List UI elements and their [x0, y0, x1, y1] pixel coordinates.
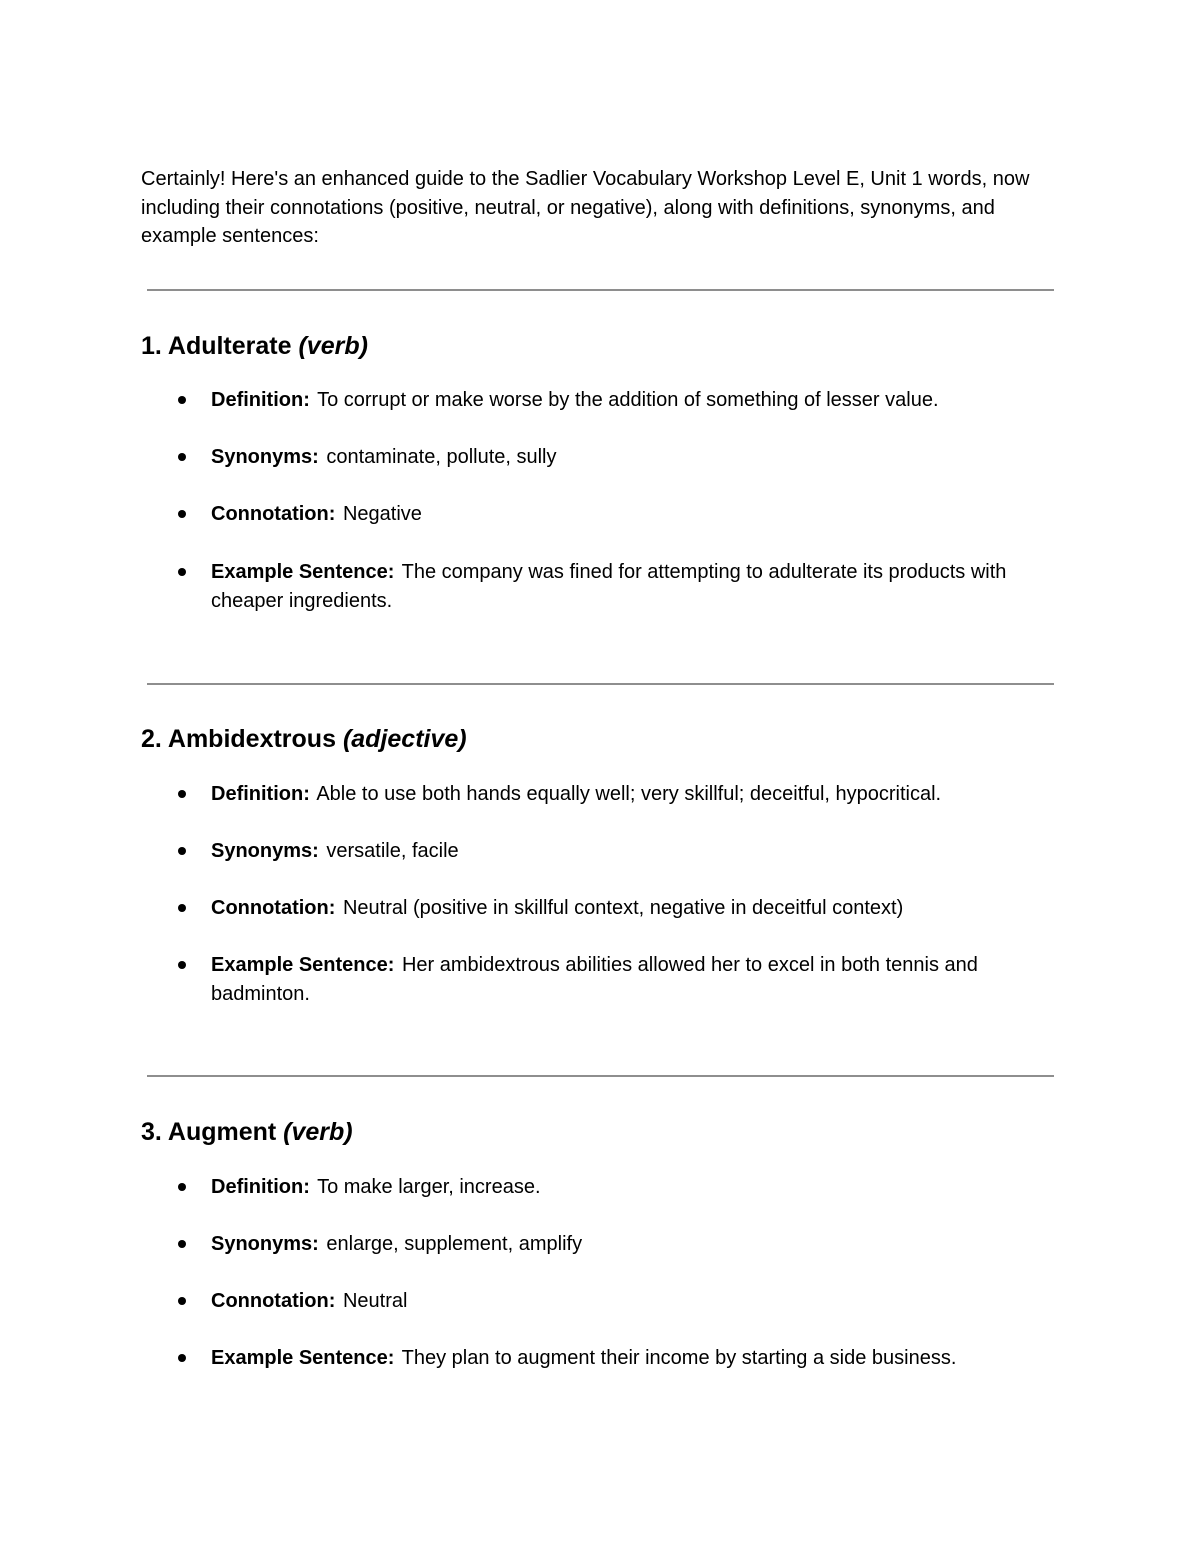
horizontal-rule: [147, 683, 1054, 685]
synonyms-label: Synonyms:: [211, 1233, 319, 1255]
synonyms-item: [211, 837, 1051, 866]
example-item: [211, 951, 1051, 1009]
entry-part-of-speech: (verb): [298, 332, 368, 360]
bullet-icon: [178, 1183, 186, 1191]
horizontal-rule: [147, 289, 1054, 291]
entry-word: Ambidextrous: [167, 725, 336, 753]
entry-title: [141, 724, 467, 754]
bullet-icon: [178, 396, 186, 404]
definition-text: To make larger, increase.: [317, 1176, 541, 1198]
example-label: Example Sentence:: [211, 1347, 395, 1369]
connotation-label: Connotation:: [211, 503, 336, 525]
entry-part-of-speech: (verb): [283, 1118, 353, 1146]
definition-label: Definition:: [211, 389, 310, 411]
bullet-icon: [178, 1354, 186, 1362]
definition-item: [211, 780, 1051, 809]
synonyms-text: enlarge, supplement, amplify: [326, 1233, 583, 1255]
connotation-item: [211, 1287, 1051, 1316]
entry-title: [141, 1117, 353, 1147]
bullet-icon: [178, 568, 186, 576]
bullet-icon: [178, 904, 186, 912]
connotation-item: [211, 500, 1051, 529]
connotation-text: Neutral: [342, 1290, 408, 1312]
definition-label: Definition:: [211, 783, 310, 805]
example-item: [211, 1344, 1051, 1373]
definition-text: Able to use both hands equally well; very skillful; deceitful, hypocritical.: [316, 783, 942, 805]
entry-number: 3.: [141, 1118, 162, 1146]
bullet-icon: [178, 961, 186, 969]
intro-paragraph: Certainly! Here's an enhanced guide to the Sadlier Vocabulary Workshop Level E, Unit 1 words, now including their connotations (positive, neutral, or negative), along with definitions, synonyms, and example sentences:: [141, 168, 1030, 247]
entry-word: Adulterate: [167, 332, 292, 360]
bullet-icon: [178, 1297, 186, 1305]
synonyms-item: [211, 443, 1051, 472]
entry-word: Augment: [167, 1118, 277, 1146]
example-text: They plan to augment their income by starting a side business.: [401, 1347, 957, 1369]
connotation-label: Connotation:: [211, 1290, 336, 1312]
bullet-icon: [178, 453, 186, 461]
definition-item: [211, 386, 1051, 415]
synonyms-label: Synonyms:: [211, 446, 319, 468]
example-text: The company was fined for attempting to adulterate its products with cheaper ingredients.: [211, 561, 1007, 612]
synonyms-label: Synonyms:: [211, 840, 319, 862]
bullet-icon: [178, 510, 186, 518]
example-item: [211, 558, 1051, 616]
definition-item: [211, 1173, 1051, 1202]
definition-text: To corrupt or make worse by the addition of something of lesser value.: [317, 389, 939, 411]
connotation-text: Negative: [342, 503, 422, 525]
bullet-icon: [178, 847, 186, 855]
bullet-icon: [178, 790, 186, 798]
connotation-text: Neutral (positive in skillful context, negative in deceitful context): [342, 897, 904, 919]
entry-number: 1.: [141, 332, 162, 360]
example-text: Her ambidextrous abilities allowed her to excel in both tennis and badminton.: [211, 954, 978, 1005]
entry-part-of-speech: (adjective): [342, 725, 467, 753]
bullet-icon: [178, 1240, 186, 1248]
example-label: Example Sentence:: [211, 954, 395, 976]
synonyms-item: [211, 1230, 1051, 1259]
synonyms-text: versatile, facile: [326, 840, 459, 862]
entry-number: 2.: [141, 725, 162, 753]
definition-label: Definition:: [211, 1176, 310, 1198]
horizontal-rule: [147, 1075, 1054, 1077]
example-label: Example Sentence:: [211, 561, 395, 583]
connotation-label: Connotation:: [211, 897, 336, 919]
entry-title: [141, 331, 368, 361]
synonyms-text: contaminate, pollute, sully: [326, 446, 557, 468]
connotation-item: [211, 894, 1051, 923]
